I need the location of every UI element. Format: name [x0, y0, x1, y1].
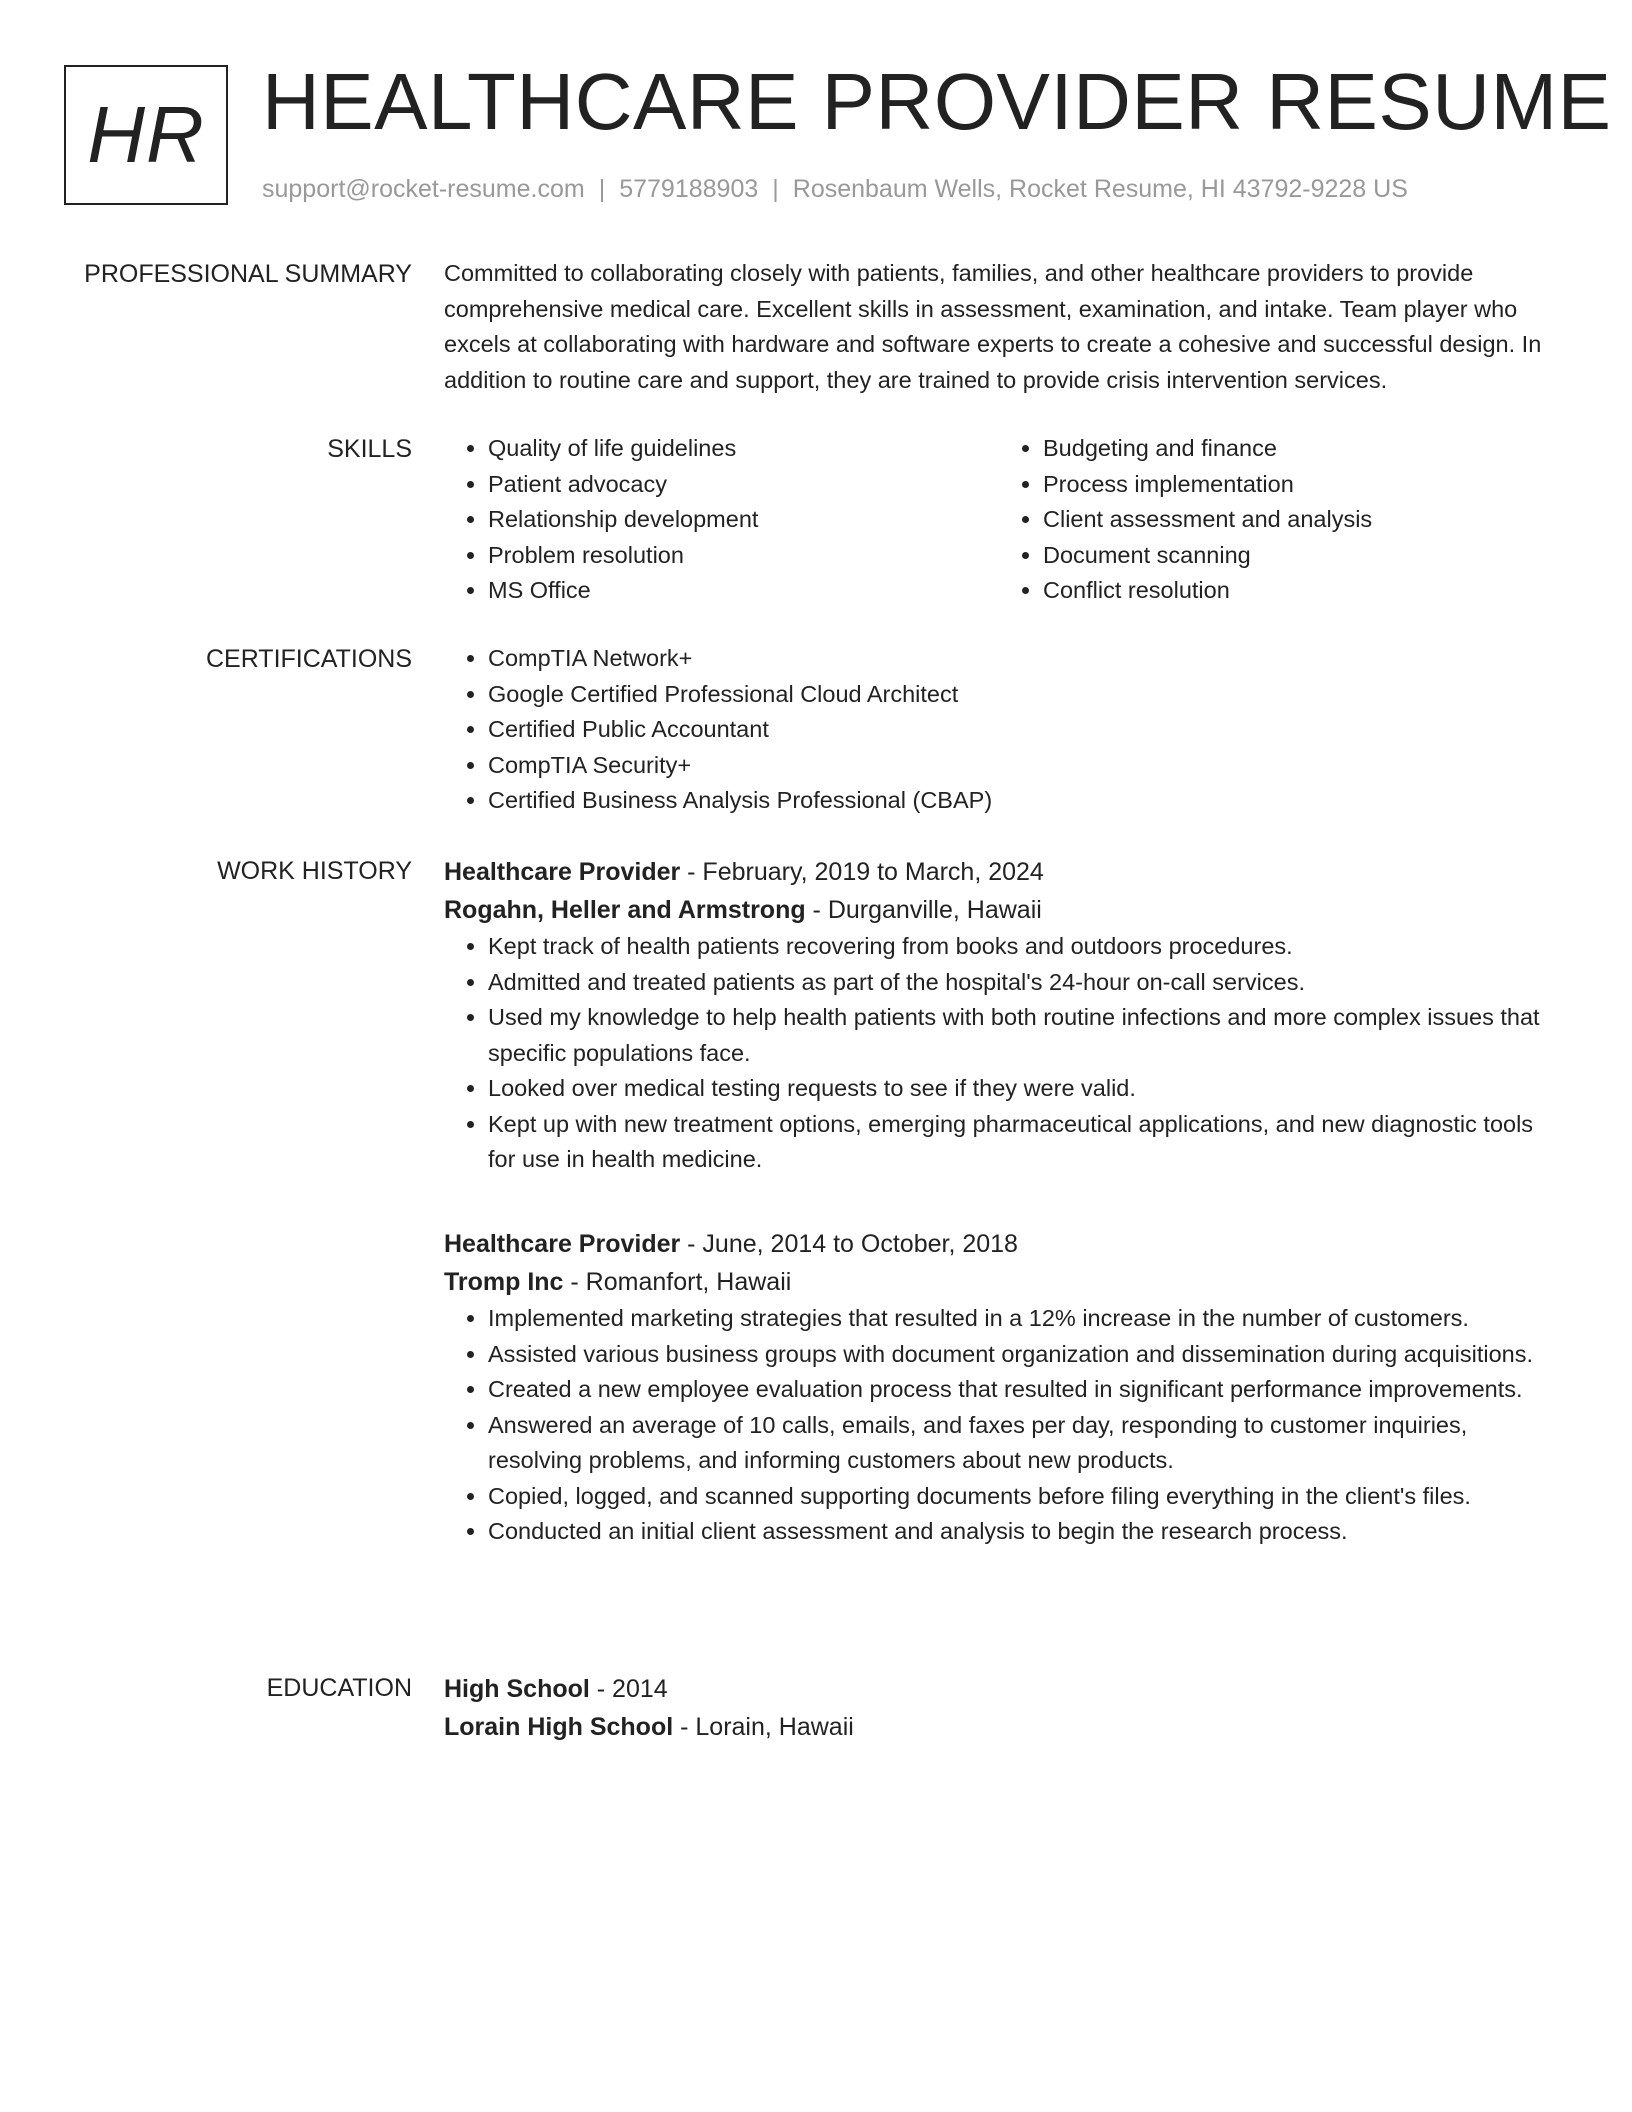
education-year: - 2014 — [589, 1675, 668, 1703]
monogram-box — [64, 65, 228, 205]
job-entry — [444, 853, 1554, 1178]
job-company-line — [444, 891, 1554, 929]
job-company: Rogahn, Heller and Armstrong — [444, 896, 806, 924]
summary-text: Committed to collaborating closely with patients, families, and other healthcare providers to provide comprehensive medical care. Excellent skills in assessment, examination, and intake. Team player who excels at collaborating with hardware and software experts to create a cohesive and successful design. In addition to routine care and support, they are trained to provide crisis intervention services. — [444, 260, 1542, 393]
skill-item: • MS Office — [488, 573, 999, 609]
job-bullet: • Created a new employee evaluation process that resulted in significant performance improvements. — [488, 1372, 1554, 1408]
job-location: - Durganville, Hawaii — [805, 896, 1042, 924]
job-bullet: • Assisted various business groups with document organization and dissemination during acquisitions. — [488, 1337, 1554, 1373]
contact-separator: | — [772, 175, 779, 203]
certifications-body — [444, 641, 1554, 819]
certifications-label: CERTIFICATIONS — [205, 645, 412, 673]
job-company-line — [444, 1263, 1554, 1301]
skills-list-left — [444, 431, 999, 609]
education-school: Lorain High School — [444, 1713, 674, 1741]
education-degree-line — [444, 1670, 1554, 1708]
education-body — [444, 1670, 1554, 1746]
job-dates: - February, 2019 to March, 2024 — [680, 858, 1044, 886]
job-bullet-list — [444, 929, 1554, 1178]
monogram-initials: HR — [87, 90, 205, 179]
skill-item: • Problem resolution — [488, 538, 999, 574]
education-school-line — [444, 1708, 1554, 1746]
skills-list-right — [999, 431, 1554, 609]
job-bullet: • Used my knowledge to help health patients with both routine infections and more complex issues that specific populations face. — [488, 1000, 1554, 1071]
job-title: Healthcare Provider — [444, 858, 681, 886]
job-bullet: • Conducted an initial client assessment and analysis to begin the research process. — [488, 1514, 1554, 1550]
summary-label: PROFESSIONAL SUMMARY — [84, 260, 412, 288]
page-title: HEALTHCARE PROVIDER RESUME — [262, 57, 1612, 146]
job-entry — [444, 1225, 1554, 1550]
education-location: - Lorain, Hawaii — [673, 1713, 854, 1741]
job-dates: - June, 2014 to October, 2018 — [680, 1230, 1018, 1258]
education-label: EDUCATION — [266, 1674, 412, 1702]
job-company: Tromp Inc — [444, 1268, 564, 1296]
skill-item: • Document scanning — [1043, 538, 1554, 574]
job-bullet-list — [444, 1301, 1554, 1550]
skill-item: • Process implementation — [1043, 467, 1554, 503]
job-location: - Romanfort, Hawaii — [563, 1268, 792, 1296]
skill-item: • Quality of life guidelines — [488, 431, 999, 467]
work-label: WORK HISTORY — [217, 857, 412, 885]
certification-item: • Certified Public Accountant — [488, 712, 1554, 748]
job-bullet: • Copied, logged, and scanned supporting documents before filing everything in the client's files. — [488, 1479, 1554, 1515]
job-bullet: • Kept track of health patients recovering from books and outdoors procedures. — [488, 929, 1554, 965]
certification-item: • Google Certified Professional Cloud Architect — [488, 677, 1554, 713]
job-title-line — [444, 1225, 1554, 1263]
skills-body — [444, 431, 1554, 609]
job-bullet: • Admitted and treated patients as part of the hospital's 24-hour on-call services. — [488, 965, 1554, 1001]
job-title: Healthcare Provider — [444, 1230, 681, 1258]
education-degree: High School — [444, 1675, 590, 1703]
job-bullet: • Implemented marketing strategies that resulted in a 12% increase in the number of customers. — [488, 1301, 1554, 1337]
contact-phone: 5779188903 — [619, 175, 759, 203]
job-bullet: • Looked over medical testing requests to see if they were valid. — [488, 1071, 1554, 1107]
contact-address: Rosenbaum Wells, Rocket Resume, HI 43792-9228 US — [792, 175, 1408, 203]
job-bullet: • Kept up with new treatment options, emerging pharmaceutical applications, and new diagnostic tools for use in health medicine. — [488, 1107, 1554, 1178]
contact-email: support@rocket-resume.com — [262, 175, 585, 203]
job-bullet: • Answered an average of 10 calls, emails, and faxes per day, responding to customer inquiries, resolving problems, and informing customers about new products. — [488, 1408, 1554, 1479]
summary-body — [444, 256, 1554, 398]
skill-item: • Relationship development — [488, 502, 999, 538]
certification-item: • CompTIA Security+ — [488, 748, 1554, 784]
certification-item: • Certified Business Analysis Professional (CBAP) — [488, 783, 1554, 819]
contact-line — [262, 172, 1408, 206]
skill-item: • Conflict resolution — [1043, 573, 1554, 609]
contact-separator: | — [598, 175, 606, 203]
job-title-line — [444, 853, 1554, 891]
skills-label: SKILLS — [327, 435, 412, 463]
certifications-list — [444, 641, 1554, 819]
skill-item: • Budgeting and finance — [1043, 431, 1554, 467]
skill-item: • Patient advocacy — [488, 467, 999, 503]
skill-item: • Client assessment and analysis — [1043, 502, 1554, 538]
certification-item: • CompTIA Network+ — [488, 641, 1554, 677]
